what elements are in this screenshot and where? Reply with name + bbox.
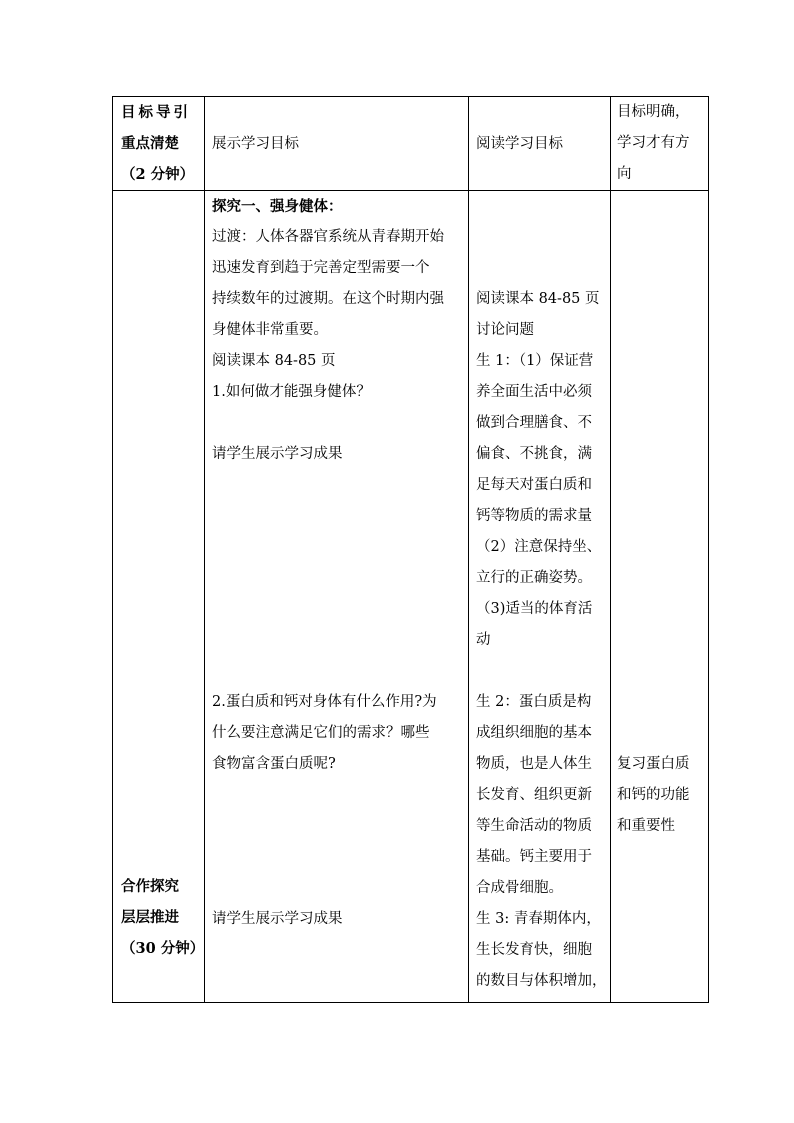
- table-row: [113, 97, 709, 191]
- teacher-activity-cell: [205, 97, 469, 191]
- student-line: 生 1：（1）保证营: [476, 353, 594, 369]
- stage-cell: [113, 191, 205, 1003]
- student-activity-text: 阅读学习目标: [476, 136, 563, 152]
- intent-line: 复习蛋白质: [617, 756, 690, 772]
- student-line: 等生命活动的物质: [476, 818, 592, 834]
- student-line: 合成骨细胞。: [476, 880, 563, 896]
- intent-line: 向: [617, 166, 632, 182]
- stage-line: 层层推进: [121, 909, 179, 926]
- student-line: 的数目与体积增加，: [476, 973, 607, 989]
- show-results-text: 请学生展示学习成果: [212, 911, 343, 927]
- stage-line: 重点清楚: [121, 135, 179, 152]
- transition-line: 身健体非常重要。: [212, 322, 328, 338]
- student-line: 成组织细胞的基本: [476, 725, 592, 741]
- transition-line: 过渡：人体各器官系统从青春期开始: [212, 229, 444, 245]
- student-line: 长发育、组织更新: [476, 787, 592, 803]
- show-results-text: 请学生展示学习成果: [212, 446, 343, 462]
- student-line: 生 3: 青春期体内，: [476, 911, 601, 927]
- student-line: 物质，也是人体生: [476, 756, 592, 772]
- intent-line: 目标明确，: [617, 104, 690, 120]
- design-intent-cell: [611, 191, 709, 1003]
- student-activity-cell: [469, 191, 611, 1003]
- section-heading: 探究一、强身健体：: [212, 198, 343, 215]
- design-intent-cell: [611, 97, 709, 191]
- stage-line: （30 分钟）: [121, 940, 205, 957]
- intent-line: 和重要性: [617, 818, 675, 834]
- stage-line: （2 分钟）: [121, 166, 195, 183]
- question-2-line: 食物富含蛋白质呢?: [212, 756, 336, 772]
- student-line: 立行的正确姿势。: [476, 570, 592, 586]
- intent-line: 和钙的功能: [617, 787, 690, 803]
- student-line: 阅读课本 84-85 页: [476, 291, 600, 307]
- student-line: 做到合理膳食、不: [476, 415, 592, 431]
- table-row: [113, 191, 709, 1003]
- student-line: 基础。钙主要用于: [476, 849, 592, 865]
- transition-line: 持续数年的过渡期。在这个时期内强: [212, 291, 444, 307]
- stage-line: 目标导引: [121, 104, 191, 121]
- read-instruction: 阅读课本 84-85 页: [212, 353, 336, 369]
- student-line: 生 2：蛋白质是构: [476, 694, 592, 710]
- student-line: 生长发育快，细胞: [476, 942, 592, 958]
- question-2-line: 2.蛋白质和钙对身体有什么作用?为: [212, 694, 437, 710]
- student-activity-cell: [469, 97, 611, 191]
- student-line: 动: [476, 632, 491, 648]
- student-line: 足每天对蛋白质和: [476, 477, 592, 493]
- stage-cell: [113, 97, 205, 191]
- stage-line: 合作探究: [121, 878, 179, 895]
- student-line: 偏食、不挑食，满: [476, 446, 592, 462]
- student-line: 钙等物质的需求量: [476, 508, 592, 524]
- question-1: 1.如何做才能强身健体？: [212, 384, 371, 400]
- lesson-plan-table: [112, 96, 709, 1003]
- question-2-line: 什么要注意满足它们的需求？哪些: [212, 725, 430, 741]
- student-line: （2）注意保持坐、: [476, 539, 602, 555]
- teacher-activity-cell: [205, 191, 469, 1003]
- student-line: 讨论问题: [476, 322, 534, 338]
- transition-line: 迅速发育到趋于完善定型需要一个: [212, 260, 430, 276]
- intent-line: 学习才有方: [617, 135, 690, 151]
- student-line: （3)适当的体育活: [476, 601, 593, 617]
- student-line: 养全面生活中必须: [476, 384, 592, 400]
- teacher-activity-text: 展示学习目标: [212, 136, 299, 152]
